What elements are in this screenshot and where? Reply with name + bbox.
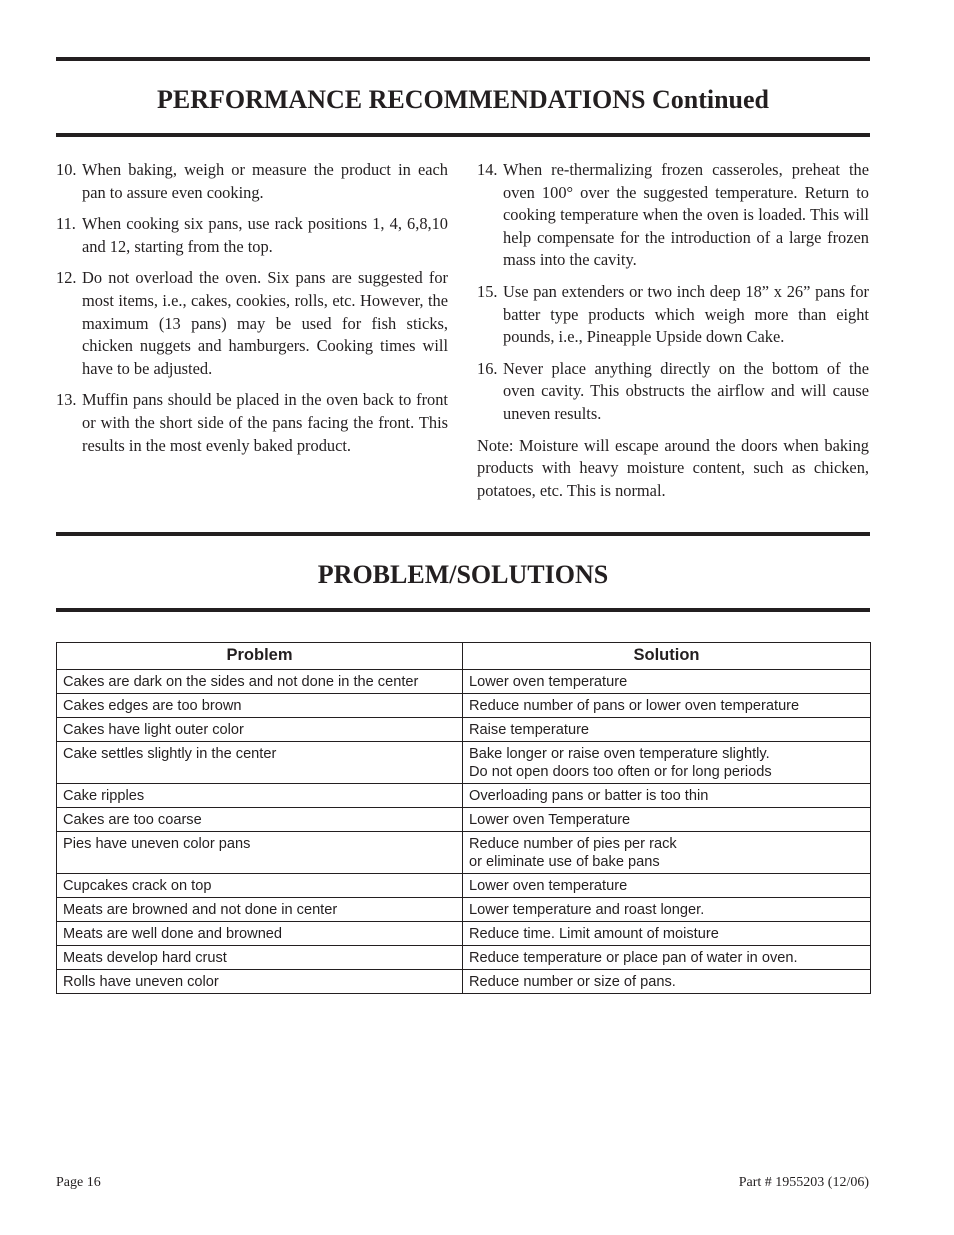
table-row — [57, 898, 871, 922]
table-row — [57, 694, 871, 718]
problem-cell: Cake ripples — [57, 784, 463, 808]
item-number: 15. — [477, 281, 498, 301]
table-row — [57, 808, 871, 832]
problem-solutions-table — [56, 642, 871, 994]
table-row — [57, 742, 871, 784]
solution-cell — [463, 718, 871, 742]
problem-cell: Meats develop hard crust — [57, 946, 463, 970]
table-header-row — [57, 643, 871, 670]
column-header-problem: Problem — [57, 643, 463, 670]
solution-cell — [463, 670, 871, 694]
solution-line: Reduce temperature or place pan of water in oven. — [469, 950, 798, 966]
solution-line: Reduce time. Limit amount of moisture — [469, 926, 719, 942]
solution-line: Lower oven temperature — [469, 878, 628, 894]
solution-cell — [463, 742, 871, 784]
item-text: When re-thermalizing frozen casseroles, preheat the oven 100° over the suggested temperature. Return to cooking temperature when the oven is loaded. This will help compensate for the introduction of a large frozen mass into the cavity. — [503, 160, 869, 270]
solution-cell — [463, 898, 871, 922]
item-text: When baking, weigh or measure the product in each pan to assure even cooking. — [82, 160, 448, 202]
section-title-performance: PERFORMANCE RECOMMENDATIONS Continued — [157, 85, 769, 114]
problem-cell: Meats are well done and browned — [57, 922, 463, 946]
solution-cell — [463, 694, 871, 718]
recommendations-left-column — [56, 159, 448, 466]
item-number: 12. — [56, 268, 77, 288]
solution-line: or eliminate use of bake pans — [469, 854, 660, 870]
solution-line: Reduce number of pies per rack — [469, 836, 677, 852]
item-text: Use pan extenders or two inch deep 18” x 26” pans for batter type products which weigh more than eight pounds, i.e., Pineapple Upside down Cake. — [503, 281, 869, 347]
column-header-solution: Solution — [463, 643, 871, 670]
recommendations-right-column — [477, 159, 869, 502]
solution-line: Reduce number of pans or lower oven temperature — [469, 698, 800, 714]
list-item — [56, 159, 448, 204]
table-row — [57, 922, 871, 946]
item-number: 11. — [56, 214, 76, 234]
item-text: Muffin pans should be placed in the oven back to front or with the short side of the pans facing the front. This results in the most evenly baked product. — [82, 390, 448, 455]
item-number: 13. — [56, 390, 77, 410]
item-text: Never place anything directly on the bottom of the oven cavity. This obstructs the airflow and will cause uneven results. — [503, 358, 869, 423]
table-row — [57, 718, 871, 742]
problem-title-underline-rule — [56, 608, 870, 612]
item-number: 14. — [477, 160, 498, 179]
solution-cell — [463, 922, 871, 946]
table-row — [57, 874, 871, 898]
solution-cell — [463, 832, 871, 874]
problem-cell: Cake settles slightly in the center — [57, 742, 463, 784]
solution-cell — [463, 946, 871, 970]
problem-cell: Pies have uneven color pans — [57, 832, 463, 874]
item-number: 10. — [56, 160, 77, 179]
solution-line: Bake longer or raise oven temperature slightly. — [469, 746, 770, 762]
moisture-note: Note: Moisture will escape around the doors when baking products with heavy moisture content, such as chicken, potatoes, etc. This is normal. — [477, 435, 869, 500]
table-row — [57, 832, 871, 874]
problem-cell: Cakes are dark on the sides and not done in the center — [57, 670, 463, 694]
problem-cell: Rolls have uneven color — [57, 970, 463, 994]
solution-cell — [463, 784, 871, 808]
problem-cell: Meats are browned and not done in center — [57, 898, 463, 922]
table-row — [57, 970, 871, 994]
section-title-problem-solutions: PROBLEM/SOLUTIONS — [317, 560, 609, 589]
item-number: 16. — [477, 358, 498, 378]
part-number: Part # 1955203 (12/06) — [738, 1175, 869, 1190]
solution-cell — [463, 874, 871, 898]
table-row — [57, 946, 871, 970]
top-rule — [56, 57, 870, 61]
problem-cell: Cakes have light outer color — [57, 718, 463, 742]
solution-line: Lower oven Temperature — [469, 812, 631, 828]
solution-line: Raise temperature — [469, 722, 590, 738]
solution-line: Lower oven temperature — [469, 674, 628, 690]
problem-cell: Cakes edges are too brown — [57, 694, 463, 718]
solution-line: Lower temperature and roast longer. — [469, 902, 705, 918]
solution-cell — [463, 970, 871, 994]
list-item — [477, 159, 869, 272]
solution-cell — [463, 808, 871, 832]
solution-line: Reduce number or size of pans. — [469, 974, 676, 990]
item-text: Do not overload the oven. Six pans are suggested for most items, i.e., cakes, cookies, rolls, etc. However, the maximum (13 pans) may be used for fish sticks, chicken nuggets and hamburgers. Cooking times will have to be adjusted. — [82, 268, 448, 378]
item-text: When cooking six pans, use rack positions 1, 4, 6,8,10 and 12, starting from the top. — [82, 214, 448, 256]
solution-line: Overloading pans or batter is too thin — [469, 788, 709, 804]
list-item — [477, 358, 869, 426]
list-item — [56, 213, 448, 258]
title-underline-rule — [56, 133, 870, 137]
list-item — [477, 281, 869, 349]
section-divider-rule — [56, 532, 870, 536]
page-number: Page 16 — [56, 1175, 101, 1190]
list-item — [56, 389, 448, 457]
solution-line: Do not open doors too often or for long periods — [469, 764, 772, 780]
list-item — [56, 267, 448, 380]
table-body — [57, 670, 871, 994]
table-row — [57, 784, 871, 808]
problem-cell: Cakes are too coarse — [57, 808, 463, 832]
table-row — [57, 670, 871, 694]
problem-cell: Cupcakes crack on top — [57, 874, 463, 898]
